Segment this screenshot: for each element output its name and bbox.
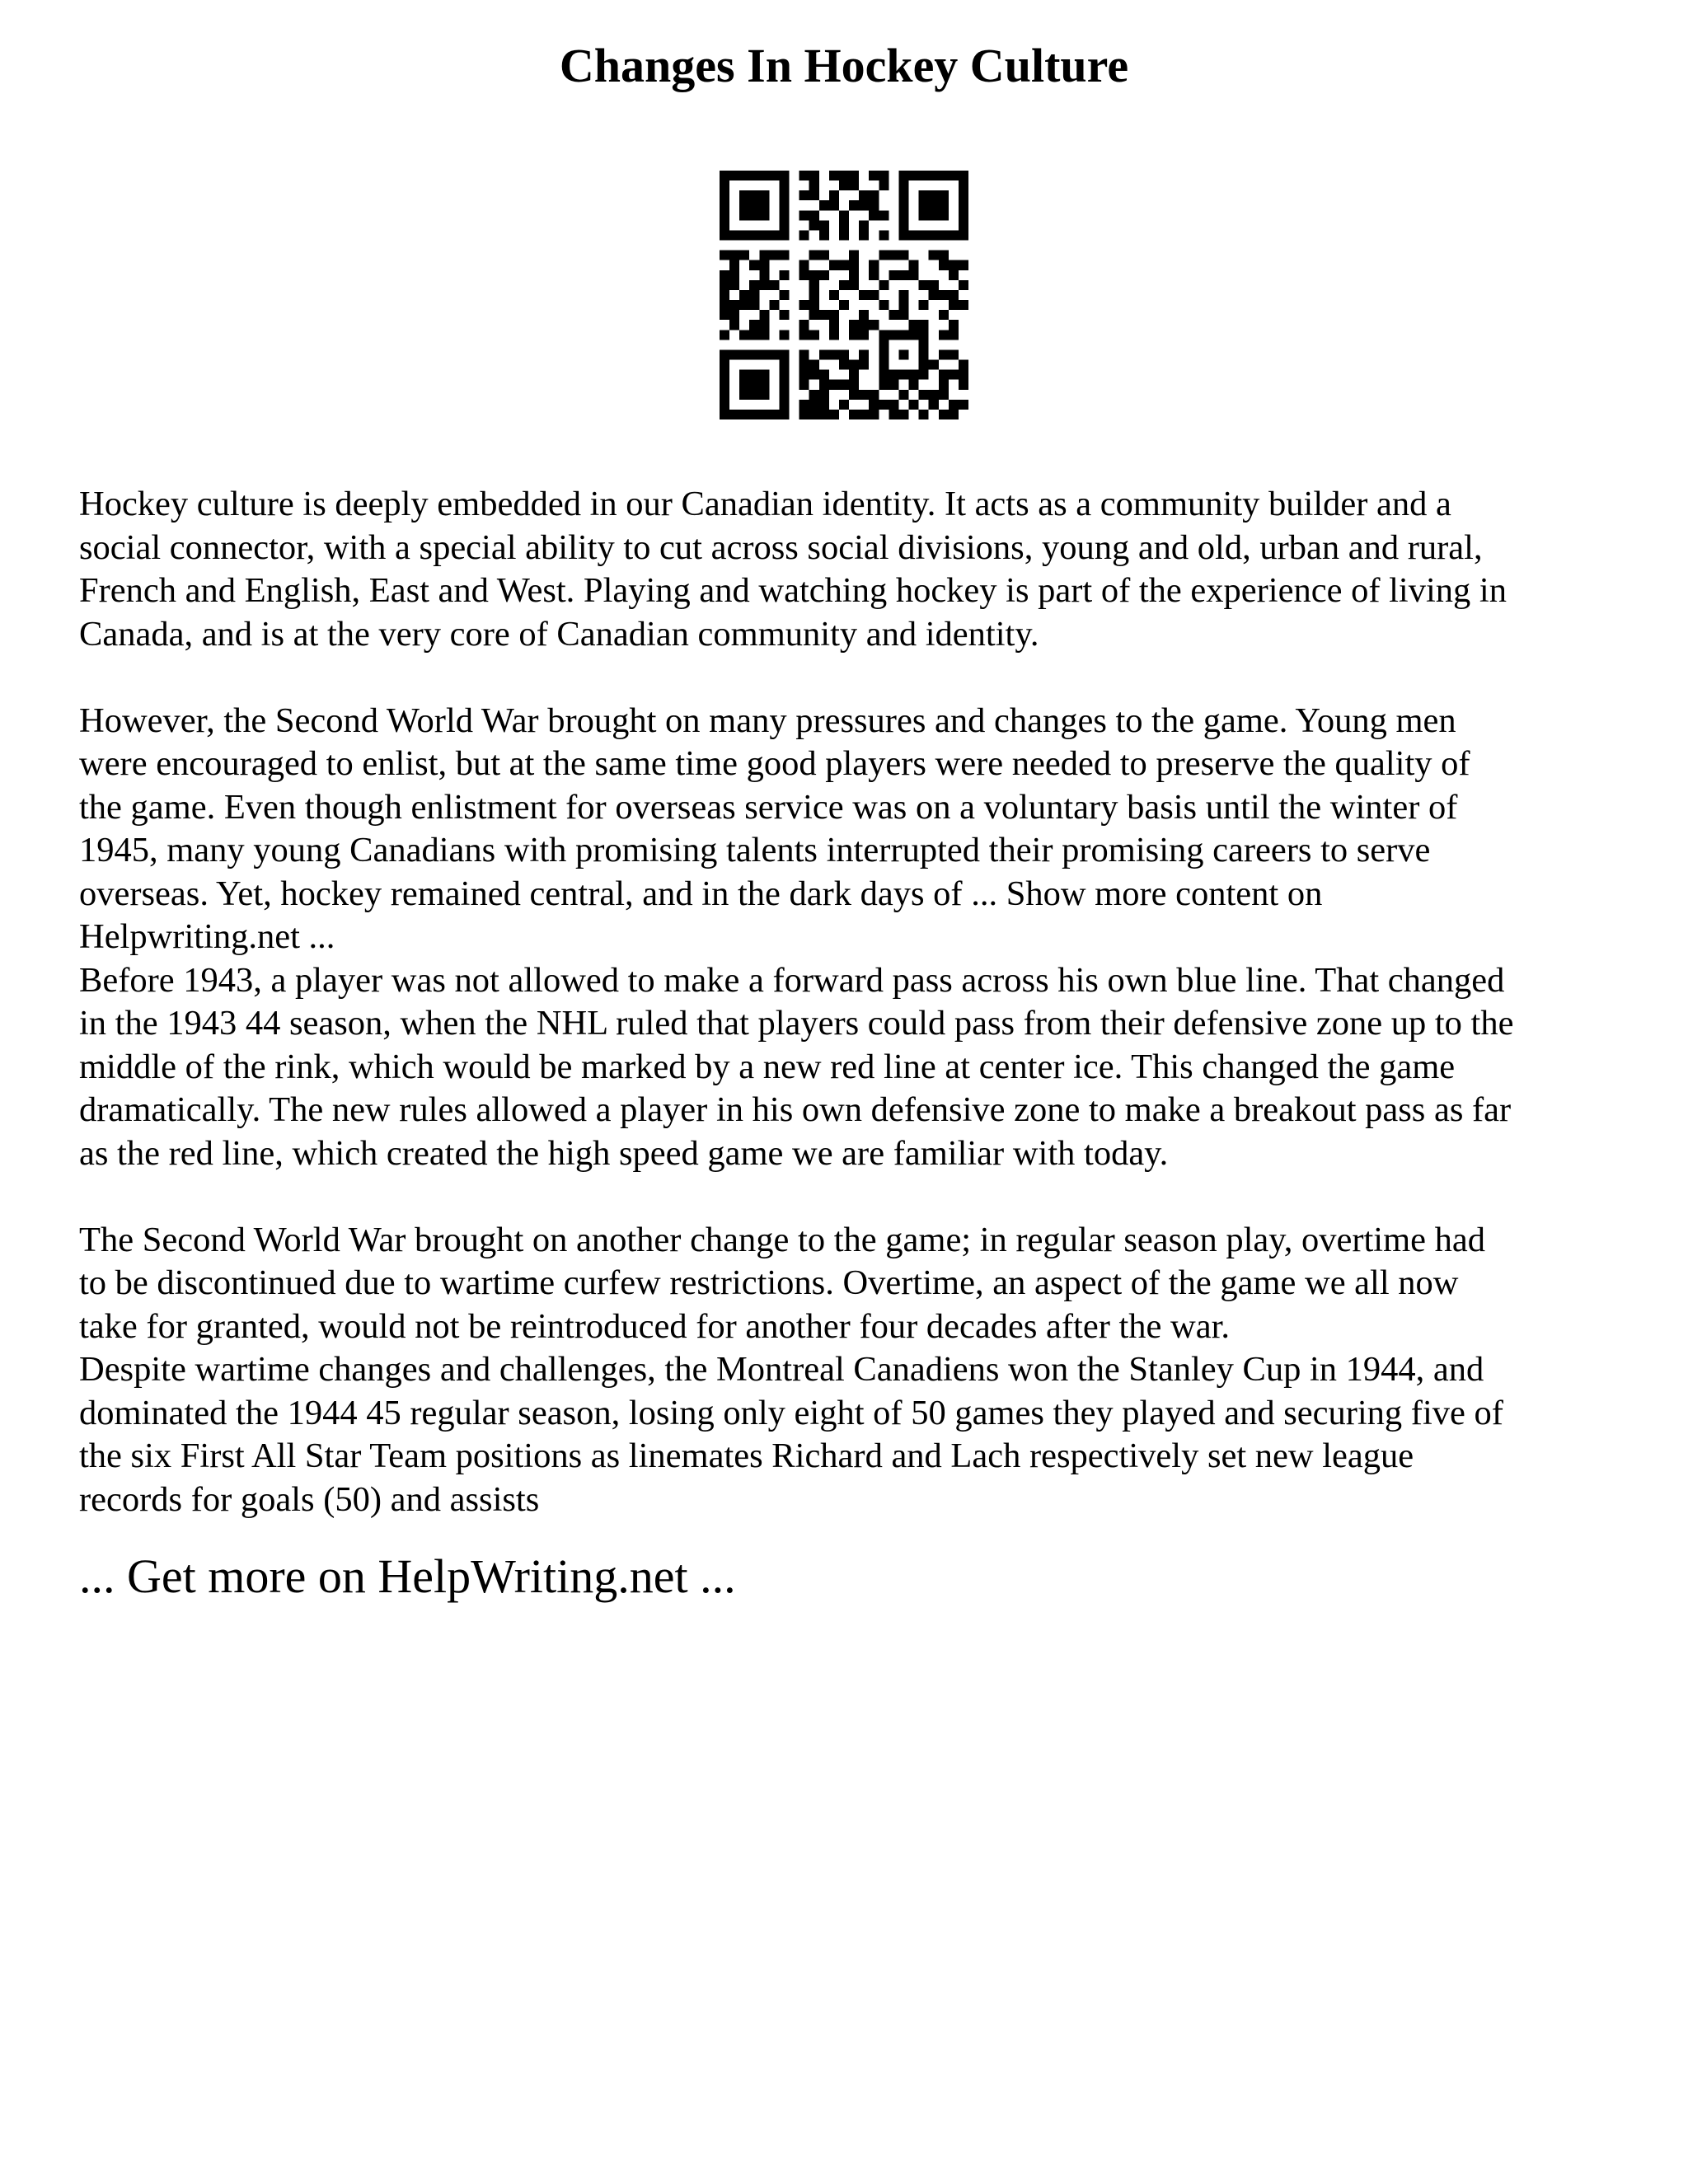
paragraph-hockey-identity: Hockey culture is deeply embedded in our Canadian identity. It acts as a community builder and a social connector, with a special ability to cut across social divisions, young and old, urban and rural, French and English, East and West. Playing and watching hockey is part of the experience of living in Canada, and is at the very core of Canadian community and identity. (79, 485, 1507, 654)
paragraph-spacer (79, 1175, 1629, 1219)
paragraph-red-line-rule: Before 1943, a player was not allowed to make a forward pass across his own blue line. That changed in the 1943 44 season, when the NHL ruled that players could pass from their defensive zone up to the middle of the rink, which would be marked by a new red line at center ice. This changed the game dramatically. The new rules allowed a player in his own defensive zone to make a breakout pass as far as the red line, which created the high speed game we are familiar with today. (79, 960, 1514, 1173)
page-title: Changes In Hockey Culture (559, 39, 1129, 92)
paragraph-spacer (79, 656, 1629, 700)
get-more-link[interactable]: ... Get more on HelpWriting.net ... (79, 1549, 736, 1603)
paragraph-overtime: The Second World War brought on another change to the game; in regular season play, overtime had to be discontinued due to wartime curfew restrictions. Overtime, an aspect of the game we all now take for granted, would not be reintroduced for another four decades after the war. (79, 1220, 1486, 1346)
article-body (79, 483, 1629, 1521)
qr-code-icon (720, 171, 968, 419)
paragraph-canadiens: Despite wartime changes and challenges, the Montreal Canadiens won the Stanley Cup in 1944, and dominated the 1944 45 regular season, losing only eight of 50 games they played and securing five of the six First All Star Team positions as linemates Richard and Lach respectively set new league records for goals (50) and assists (79, 1350, 1503, 1519)
paragraph-second-world-war: However, the Second World War brought on many pressures and changes to the game. Young men were encouraged to enlist, but at the same time good players were needed to preserve the quality of the game. Even though enlistment for overseas service was on a voluntary basis until the winter of 1945, many young Canadians with promising talents interrupted their promising careers to serve overseas. Yet, hockey remained central, and in the dark days of ... Show more content on Helpwriting.net ... (79, 701, 1470, 956)
